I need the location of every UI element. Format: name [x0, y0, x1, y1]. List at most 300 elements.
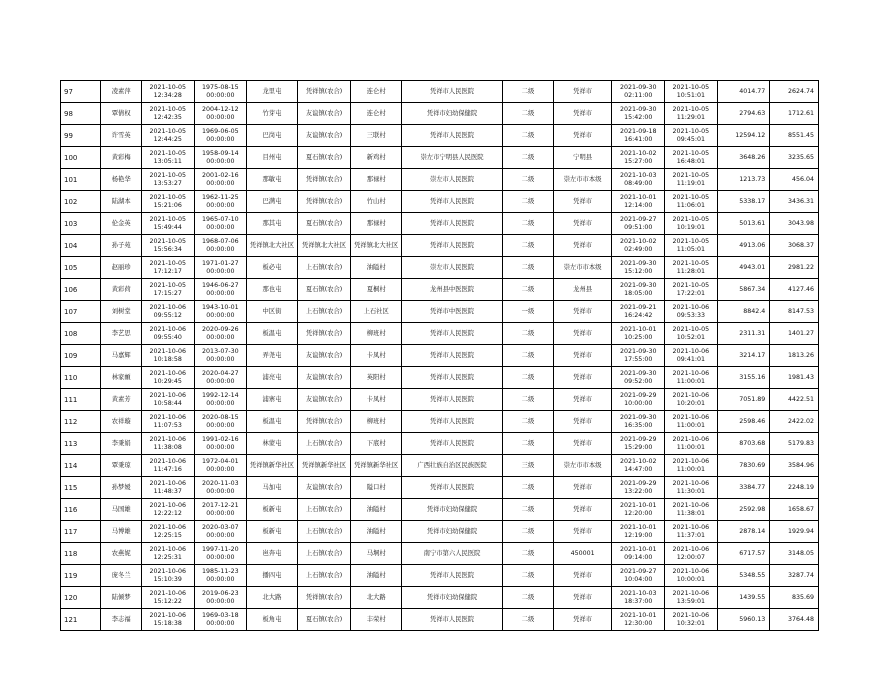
- settlement-time-cell: [141, 279, 194, 301]
- time-part: 15:21:06: [153, 201, 182, 209]
- region-cell: 凭祥市: [553, 81, 612, 103]
- time-part: 16:35:00: [624, 421, 653, 429]
- hamlet-cell: 弄尧屯: [247, 345, 298, 367]
- discharge-time-cell: [665, 81, 718, 103]
- time-part: 09:55:12: [153, 311, 182, 319]
- admission-time-cell: [612, 257, 665, 279]
- date-part: 2021-09-21: [619, 303, 657, 311]
- admission-time-cell: [612, 609, 665, 631]
- time-part: 00:00:00: [206, 311, 235, 319]
- date-part: 2021-10-05: [672, 105, 710, 113]
- hospital-level-cell: 二级: [503, 433, 554, 455]
- discharge-time-cell: [665, 389, 718, 411]
- region-cell: 凭祥市: [553, 345, 612, 367]
- village-cell: 夏桐村: [351, 279, 402, 301]
- settlement-time-cell: [141, 587, 194, 609]
- table-row: [61, 279, 819, 301]
- admission-time-cell: [612, 323, 665, 345]
- patient-name-cell: 林家頔: [101, 367, 141, 389]
- date-part: 2021-10-05: [672, 83, 710, 91]
- settlement-time-cell: [141, 323, 194, 345]
- hamlet-cell: 那其屯: [247, 213, 298, 235]
- settlement-time-cell: [141, 499, 194, 521]
- hospital-level-cell: 二级: [503, 323, 554, 345]
- town-cell: 上石镇(农合): [297, 565, 351, 587]
- region-cell: 崇左市市本级: [553, 455, 612, 477]
- time-part: 11:28:01: [676, 267, 705, 275]
- table-row: [61, 411, 819, 433]
- table-row: [61, 367, 819, 389]
- discharge-time-cell: [665, 499, 718, 521]
- date-part: 1962-11-25: [202, 193, 239, 201]
- reimbursed-amount-cell: 3764.48: [770, 609, 819, 631]
- region-cell: 凭祥市: [553, 323, 612, 345]
- date-part: 2021-10-01: [619, 523, 657, 531]
- admission-time-cell: [612, 191, 665, 213]
- hospital-level-cell: 二级: [503, 125, 554, 147]
- birth-date-cell: [194, 477, 247, 499]
- settlement-time-cell: [141, 609, 194, 631]
- hamlet-cell: 中区街: [247, 301, 298, 323]
- time-part: 02:11:00: [624, 91, 653, 99]
- time-part: 11:48:37: [153, 487, 182, 495]
- date-part: 1985-11-23: [202, 567, 239, 575]
- region-cell: 崇左市市本级: [553, 257, 612, 279]
- date-part: 2021-10-05: [672, 193, 710, 201]
- discharge-time-cell: [665, 433, 718, 455]
- time-part: 12:25:15: [153, 531, 182, 539]
- time-part: 00:00:00: [206, 267, 235, 275]
- date-part: 2021-09-29: [619, 435, 657, 443]
- village-cell: 上石社区: [351, 301, 402, 323]
- hamlet-cell: 巴岗屯: [247, 125, 298, 147]
- reimbursed-amount-cell: 1712.61: [770, 103, 819, 125]
- birth-date-cell: [194, 587, 247, 609]
- hospital-level-cell: 一级: [503, 301, 554, 323]
- region-cell: 凭祥市: [553, 301, 612, 323]
- serial-number-cell: 98: [61, 103, 101, 125]
- date-part: 2021-10-06: [149, 369, 187, 377]
- date-part: 2021-10-06: [672, 567, 710, 575]
- date-part: 2021-09-30: [619, 347, 657, 355]
- time-part: 12:00:07: [676, 553, 705, 561]
- time-part: 13:59:01: [676, 597, 705, 605]
- date-part: 2021-10-06: [149, 589, 187, 597]
- birth-date-cell: [194, 147, 247, 169]
- time-part: 10:18:58: [153, 355, 182, 363]
- total-cost-cell: 3214.17: [717, 345, 770, 367]
- time-part: 00:00:00: [206, 113, 235, 121]
- hospital-level-cell: 二级: [503, 367, 554, 389]
- time-part: 12:22:12: [153, 509, 182, 517]
- time-part: 11:06:01: [676, 201, 705, 209]
- time-part: 00:00:00: [206, 91, 235, 99]
- total-cost-cell: 4913.06: [717, 235, 770, 257]
- birth-date-cell: [194, 81, 247, 103]
- date-part: 2021-10-05: [672, 215, 710, 223]
- total-cost-cell: 5338.17: [717, 191, 770, 213]
- table-row: [61, 565, 819, 587]
- time-part: 11:37:01: [676, 531, 705, 539]
- date-part: 1992-12-14: [202, 391, 239, 399]
- discharge-time-cell: [665, 169, 718, 191]
- hospital-cell: 凭祥市人民医院: [401, 125, 502, 147]
- birth-date-cell: [194, 169, 247, 191]
- date-part: 2021-10-05: [149, 149, 187, 157]
- time-part: 14:47:00: [624, 465, 653, 473]
- serial-number-cell: 100: [61, 147, 101, 169]
- date-part: 2021-10-06: [672, 391, 710, 399]
- town-cell: 夏石镇(农合): [297, 279, 351, 301]
- town-cell: 友谊镇(农合): [297, 389, 351, 411]
- region-cell: 凭祥市: [553, 565, 612, 587]
- settlement-time-cell: [141, 235, 194, 257]
- region-cell: 凭祥市: [553, 411, 612, 433]
- serial-number-cell: 119: [61, 565, 101, 587]
- hamlet-cell: 凭祥镇北大社区: [247, 235, 298, 257]
- time-part: 15:27:00: [624, 157, 653, 165]
- hamlet-cell: 马加屯: [247, 477, 298, 499]
- date-part: 2021-09-27: [619, 215, 657, 223]
- settlement-time-cell: [141, 477, 194, 499]
- date-part: 2021-10-06: [672, 457, 710, 465]
- discharge-time-cell: [665, 609, 718, 631]
- time-part: 11:38:08: [153, 443, 182, 451]
- patient-name-cell: 陆湖本: [101, 191, 141, 213]
- region-cell: 凭祥市: [553, 521, 612, 543]
- birth-date-cell: [194, 345, 247, 367]
- hamlet-cell: 浦亮屯: [247, 367, 298, 389]
- time-part: 17:55:00: [624, 355, 653, 363]
- date-part: 2021-10-05: [149, 193, 187, 201]
- town-cell: 上石镇(农合): [297, 301, 351, 323]
- date-part: 2021-09-30: [619, 259, 657, 267]
- settlement-time-cell: [141, 301, 194, 323]
- time-part: 18:37:00: [624, 597, 653, 605]
- total-cost-cell: 2592.98: [717, 499, 770, 521]
- hospital-cell: 广西壮族自治区民族医院: [401, 455, 502, 477]
- hamlet-cell: 巴满屯: [247, 191, 298, 213]
- settlement-time-cell: [141, 521, 194, 543]
- time-part: 15:42:00: [624, 113, 653, 121]
- serial-number-cell: 112: [61, 411, 101, 433]
- time-part: 12:20:00: [624, 509, 653, 517]
- hospital-cell: 凭祥市人民医院: [401, 433, 502, 455]
- table-row: [61, 477, 819, 499]
- settlement-time-cell: [141, 81, 194, 103]
- village-cell: 新鸡村: [351, 147, 402, 169]
- total-cost-cell: 2311.31: [717, 323, 770, 345]
- hamlet-cell: 岜奔屯: [247, 543, 298, 565]
- reimbursed-amount-cell: 8147.53: [770, 301, 819, 323]
- hospital-level-cell: 二级: [503, 345, 554, 367]
- region-cell: 凭祥市: [553, 609, 612, 631]
- town-cell: 上石镇(农合): [297, 543, 351, 565]
- birth-date-cell: [194, 301, 247, 323]
- date-part: 1968-07-06: [202, 237, 239, 245]
- admission-time-cell: [612, 433, 665, 455]
- settlement-time-cell: [141, 433, 194, 455]
- date-part: 1997-11-20: [202, 545, 239, 553]
- patient-name-cell: 陆倾梦: [101, 587, 141, 609]
- town-cell: 友谊镇(农合): [297, 103, 351, 125]
- total-cost-cell: 8703.68: [717, 433, 770, 455]
- admission-time-cell: [612, 565, 665, 587]
- reimbursed-amount-cell: 1813.26: [770, 345, 819, 367]
- hospital-level-cell: 二级: [503, 499, 554, 521]
- time-part: 00:00:00: [206, 399, 235, 407]
- village-cell: 丰荣村: [351, 609, 402, 631]
- region-cell: 凭祥市: [553, 213, 612, 235]
- table-row: [61, 125, 819, 147]
- time-part: 09:51:00: [624, 223, 653, 231]
- hospital-level-cell: 二级: [503, 411, 554, 433]
- hospital-cell: 凭祥市人民医院: [401, 345, 502, 367]
- hospital-cell: 凭祥市人民医院: [401, 609, 502, 631]
- region-cell: 凭祥市: [553, 477, 612, 499]
- region-cell: 凭祥市: [553, 587, 612, 609]
- time-part: 09:45:01: [676, 135, 705, 143]
- village-cell: 柳班村: [351, 411, 402, 433]
- serial-number-cell: 101: [61, 169, 101, 191]
- date-part: 2021-09-30: [619, 105, 657, 113]
- discharge-time-cell: [665, 301, 718, 323]
- table-row: [61, 235, 819, 257]
- date-part: 2021-09-30: [619, 281, 657, 289]
- discharge-time-cell: [665, 125, 718, 147]
- date-part: 2021-09-29: [619, 479, 657, 487]
- settlement-time-cell: [141, 147, 194, 169]
- time-part: 15:12:00: [624, 267, 653, 275]
- hospital-cell: 龙州县中医医院: [401, 279, 502, 301]
- village-cell: 马垌村: [351, 543, 402, 565]
- hospital-level-cell: 二级: [503, 235, 554, 257]
- hospital-cell: 凭祥市妇幼保健院: [401, 521, 502, 543]
- serial-number-cell: 105: [61, 257, 101, 279]
- date-part: 2021-09-30: [619, 369, 657, 377]
- date-part: 2021-10-01: [619, 611, 657, 619]
- region-cell: 凭祥市: [553, 433, 612, 455]
- time-part: 12:30:00: [624, 619, 653, 627]
- admission-time-cell: [612, 367, 665, 389]
- town-cell: 凭祥镇(农合): [297, 169, 351, 191]
- serial-number-cell: 117: [61, 521, 101, 543]
- date-part: 2021-10-06: [149, 501, 187, 509]
- time-part: 11:05:01: [676, 245, 705, 253]
- region-cell: 凭祥市: [553, 499, 612, 521]
- town-cell: 友谊镇(农合): [297, 477, 351, 499]
- admission-time-cell: [612, 169, 665, 191]
- reimbursed-amount-cell: 1929.94: [770, 521, 819, 543]
- time-part: 12:42:35: [153, 113, 182, 121]
- date-part: 2021-10-06: [672, 435, 710, 443]
- time-part: 00:00:00: [206, 245, 235, 253]
- discharge-time-cell: [665, 521, 718, 543]
- settlement-time-cell: [141, 191, 194, 213]
- hamlet-cell: 那敏屯: [247, 169, 298, 191]
- time-part: 18:05:00: [624, 289, 653, 297]
- village-cell: 油隘村: [351, 499, 402, 521]
- hospital-cell: 崇左市人民医院: [401, 257, 502, 279]
- town-cell: 凭祥镇(农合): [297, 411, 351, 433]
- serial-number-cell: 103: [61, 213, 101, 235]
- time-part: 10:19:01: [676, 223, 705, 231]
- village-cell: 隘口村: [351, 477, 402, 499]
- hamlet-cell: 龙里屯: [247, 81, 298, 103]
- patient-name-cell: 黄彩荷: [101, 279, 141, 301]
- claims-table: [60, 80, 819, 631]
- time-part: 12:19:00: [624, 531, 653, 539]
- total-cost-cell: 6717.57: [717, 543, 770, 565]
- date-part: 2021-10-06: [149, 545, 187, 553]
- date-part: 2021-10-06: [672, 413, 710, 421]
- time-part: 15:29:00: [624, 443, 653, 451]
- discharge-time-cell: [665, 257, 718, 279]
- town-cell: 夏石镇(农合): [297, 213, 351, 235]
- date-part: 2021-10-06: [149, 435, 187, 443]
- table-body: [61, 81, 819, 631]
- village-cell: 卡凤村: [351, 389, 402, 411]
- claims-table-sheet: [60, 80, 819, 631]
- settlement-time-cell: [141, 411, 194, 433]
- patient-name-cell: 孙子苑: [101, 235, 141, 257]
- serial-number-cell: 108: [61, 323, 101, 345]
- time-part: 00:00:00: [206, 157, 235, 165]
- birth-date-cell: [194, 213, 247, 235]
- settlement-time-cell: [141, 257, 194, 279]
- discharge-time-cell: [665, 565, 718, 587]
- time-part: 00:00:00: [206, 377, 235, 385]
- hospital-level-cell: 二级: [503, 609, 554, 631]
- time-part: 00:00:00: [206, 597, 235, 605]
- birth-date-cell: [194, 543, 247, 565]
- date-part: 1958-09-14: [202, 149, 239, 157]
- patient-name-cell: 马博雄: [101, 521, 141, 543]
- date-part: 2021-09-27: [619, 567, 657, 575]
- settlement-time-cell: [141, 169, 194, 191]
- date-part: 1971-01-27: [202, 259, 239, 267]
- time-part: 10:00:01: [676, 575, 705, 583]
- patient-name-cell: 庞冬兰: [101, 565, 141, 587]
- date-part: 2020-03-07: [202, 523, 239, 531]
- table-row: [61, 609, 819, 631]
- hospital-level-cell: 二级: [503, 279, 554, 301]
- village-cell: 油隘村: [351, 521, 402, 543]
- date-part: 2021-10-01: [619, 501, 657, 509]
- birth-date-cell: [194, 323, 247, 345]
- hospital-cell: 南宁市第六人民医院: [401, 543, 502, 565]
- reimbursed-amount-cell: 456.04: [770, 169, 819, 191]
- total-cost-cell: 1213.73: [717, 169, 770, 191]
- time-part: 10:00:00: [624, 399, 653, 407]
- table-row: [61, 345, 819, 367]
- time-part: 12:34:28: [153, 91, 182, 99]
- village-cell: 柳班村: [351, 323, 402, 345]
- date-part: 2021-10-06: [672, 523, 710, 531]
- patient-name-cell: 赵丽珍: [101, 257, 141, 279]
- date-part: 2021-10-05: [672, 259, 710, 267]
- serial-number-cell: 115: [61, 477, 101, 499]
- admission-time-cell: [612, 125, 665, 147]
- patient-name-cell: 覃倩权: [101, 103, 141, 125]
- village-cell: 连仑村: [351, 103, 402, 125]
- time-part: 11:00:01: [676, 377, 705, 385]
- settlement-time-cell: [141, 103, 194, 125]
- hamlet-cell: 那也屯: [247, 279, 298, 301]
- hospital-level-cell: 二级: [503, 389, 554, 411]
- hospital-cell: 凭祥市中医医院: [401, 301, 502, 323]
- table-row: [61, 191, 819, 213]
- admission-time-cell: [612, 499, 665, 521]
- time-part: 10:58:44: [153, 399, 182, 407]
- time-part: 12:44:25: [153, 135, 182, 143]
- hospital-level-cell: 三级: [503, 455, 554, 477]
- hamlet-cell: 竹芽屯: [247, 103, 298, 125]
- date-part: 2021-09-30: [619, 83, 657, 91]
- reimbursed-amount-cell: 835.69: [770, 587, 819, 609]
- hamlet-cell: 浦寨屯: [247, 389, 298, 411]
- admission-time-cell: [612, 455, 665, 477]
- time-part: 02:49:00: [624, 245, 653, 253]
- time-part: 11:29:01: [676, 113, 705, 121]
- time-part: 00:00:00: [206, 201, 235, 209]
- village-cell: 凭祥镇新华社区: [351, 455, 402, 477]
- town-cell: 夏石镇(农合): [297, 609, 351, 631]
- hospital-cell: 凭祥市人民医院: [401, 191, 502, 213]
- reimbursed-amount-cell: 8551.45: [770, 125, 819, 147]
- hamlet-cell: 板温屯: [247, 323, 298, 345]
- region-cell: 凭祥市: [553, 367, 612, 389]
- date-part: 2021-10-06: [149, 567, 187, 575]
- time-part: 10:32:01: [676, 619, 705, 627]
- total-cost-cell: 2598.46: [717, 411, 770, 433]
- patient-name-cell: 凌素萍: [101, 81, 141, 103]
- serial-number-cell: 99: [61, 125, 101, 147]
- hamlet-cell: 板新屯: [247, 521, 298, 543]
- hospital-cell: 崇左市人民医院: [401, 169, 502, 191]
- village-cell: 卡凤村: [351, 345, 402, 367]
- date-part: 2021-10-06: [672, 303, 710, 311]
- hospital-level-cell: 二级: [503, 521, 554, 543]
- total-cost-cell: 3384.77: [717, 477, 770, 499]
- admission-time-cell: [612, 587, 665, 609]
- birth-date-cell: [194, 103, 247, 125]
- hospital-cell: 凭祥市妇幼保健院: [401, 587, 502, 609]
- date-part: 2021-10-03: [619, 589, 657, 597]
- region-cell: 凭祥市: [553, 125, 612, 147]
- town-cell: 凭祥镇(农合): [297, 191, 351, 213]
- discharge-time-cell: [665, 235, 718, 257]
- patient-name-cell: 覃秉琼: [101, 455, 141, 477]
- hospital-level-cell: 二级: [503, 213, 554, 235]
- date-part: 2021-10-06: [672, 589, 710, 597]
- hospital-cell: 凭祥市人民医院: [401, 81, 502, 103]
- village-cell: 下底村: [351, 433, 402, 455]
- discharge-time-cell: [665, 477, 718, 499]
- date-part: 2021-10-06: [672, 545, 710, 553]
- patient-name-cell: 李艺思: [101, 323, 141, 345]
- date-part: 2021-10-05: [672, 325, 710, 333]
- time-part: 00:00:00: [206, 531, 235, 539]
- table-row: [61, 169, 819, 191]
- patient-name-cell: 刘树堂: [101, 301, 141, 323]
- reimbursed-amount-cell: 2981.22: [770, 257, 819, 279]
- admission-time-cell: [612, 81, 665, 103]
- time-part: 00:00:00: [206, 575, 235, 583]
- time-part: 12:25:31: [153, 553, 182, 561]
- date-part: 2021-10-06: [149, 611, 187, 619]
- village-cell: 竹山村: [351, 191, 402, 213]
